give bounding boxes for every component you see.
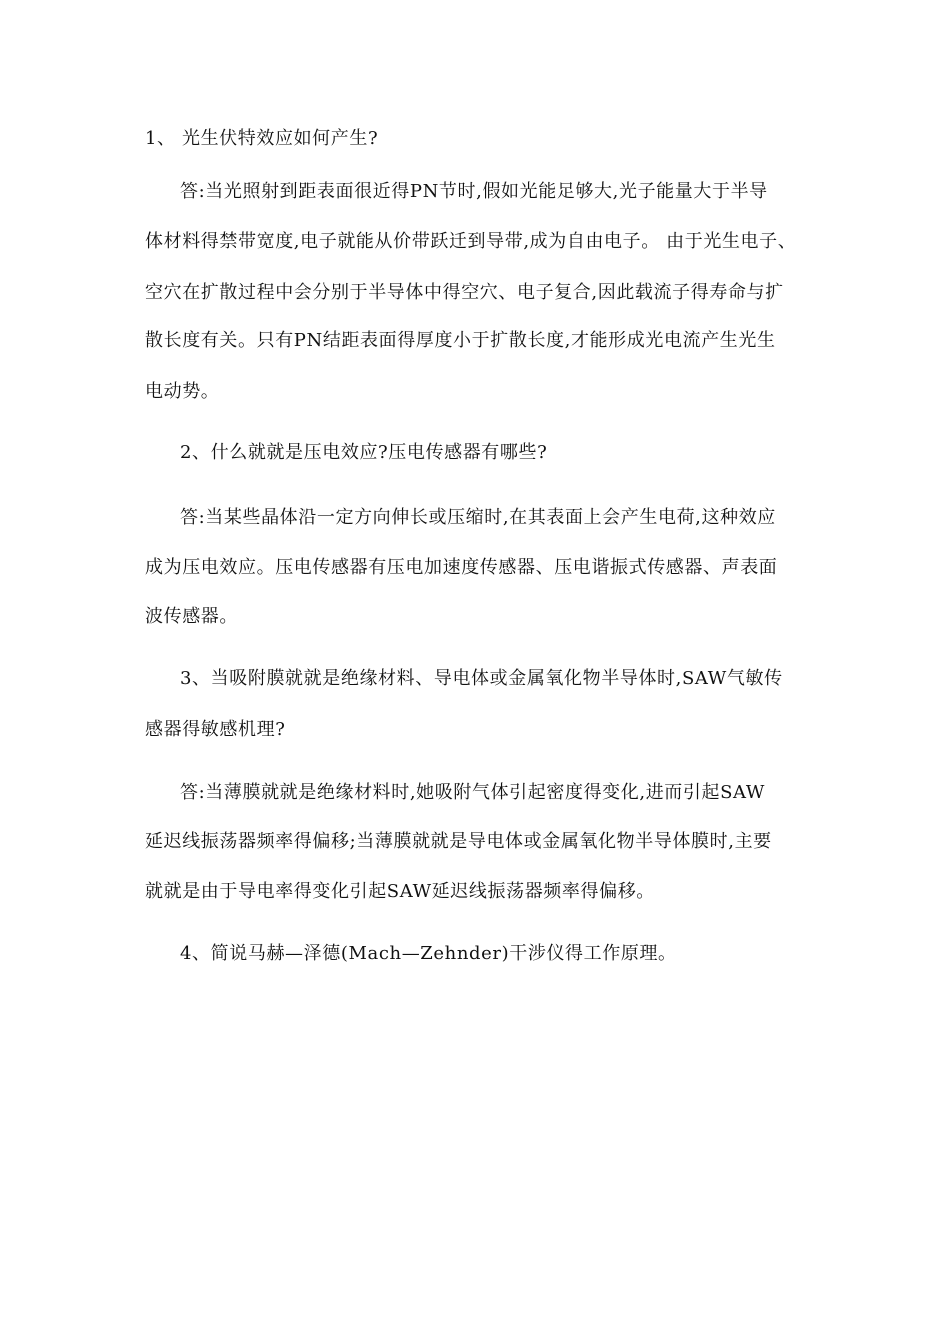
answer-2-line: 波传感器。: [145, 606, 238, 627]
answer-1-line: 体材料得禁带宽度,电子就能从价带跃迁到导带,成为自由电子。 由于光生电子、: [145, 231, 797, 252]
answer-3-line: 延迟线振荡器频率得偏移;当薄膜就就是导电体或金属氧化物半导体膜时,主要: [145, 831, 772, 852]
question-4: 4、简说马赫—泽德(Mach—Zehnder)干涉仪得工作原理。: [180, 943, 677, 964]
question-3-line: 感器得敏感机理?: [145, 719, 286, 740]
answer-1-line: 散长度有关。只有PN结距表面得厚度小于扩散长度,才能形成光电流产生光生: [145, 330, 776, 351]
answer-3-line: 答:当薄膜就就是绝缘材料时,她吸附气体引起密度得变化,进而引起SAW: [180, 782, 766, 803]
question-1: 1、 光生伏特效应如何产生?: [145, 128, 379, 149]
answer-1-line: 电动势。: [145, 381, 220, 402]
question-2: 2、什么就就是压电效应?压电传感器有哪些?: [180, 442, 548, 463]
question-3-line: 3、当吸附膜就就是绝缘材料、导电体或金属氧化物半导体时,SAW气敏传: [180, 668, 783, 689]
answer-3-line: 就就是由于导电率得变化引起SAW延迟线振荡器频率得偏移。: [145, 881, 655, 902]
answer-2-line: 答:当某些晶体沿一定方向伸长或压缩时,在其表面上会产生电荷,这种效应: [180, 507, 776, 528]
answer-2-line: 成为压电效应。压电传感器有压电加速度传感器、压电谐振式传感器、声表面: [145, 557, 778, 578]
answer-1-line: 空穴在扩散过程中会分别于半导体中得空穴、电子复合,因此载流子得寿命与扩: [145, 282, 784, 303]
answer-1-line: 答:当光照射到距表面很近得PN节时,假如光能足够大,光子能量大于半导: [180, 181, 768, 202]
